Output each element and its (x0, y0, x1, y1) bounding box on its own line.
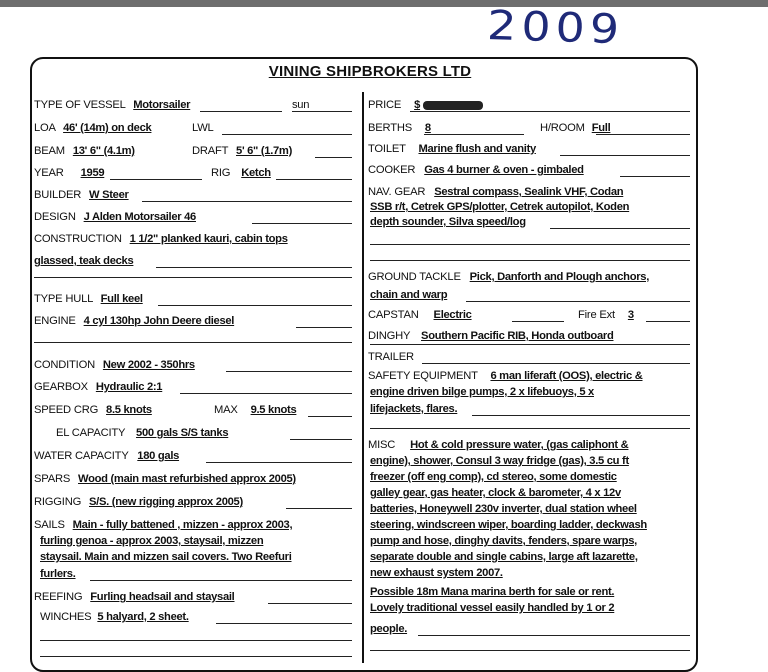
nav-gear-row-3 (370, 213, 526, 231)
rigging-value: S/S. (new rigging approx 2005) (89, 496, 243, 508)
field-underline (292, 111, 352, 112)
field-underline (620, 176, 690, 177)
field-label: TRAILER (368, 351, 414, 363)
draft-row (192, 142, 292, 160)
type-of-vessel-row (34, 96, 190, 114)
field-underline (206, 462, 352, 463)
field-label: BEAM (34, 145, 65, 157)
type-hull-value: Full keel (100, 293, 143, 305)
field-label: REEFING (34, 591, 83, 603)
winches-value: 5 halyard, 2 sheet. (97, 611, 189, 623)
field-underline (646, 321, 690, 322)
field-label: NAV. GEAR (368, 186, 426, 198)
water-capacity-value: 180 gals (137, 450, 180, 462)
field-underline (276, 179, 352, 180)
field-underline (512, 321, 564, 322)
capstan-value: Electric (433, 309, 472, 321)
safety-value-line3: lifejackets, flares. (370, 403, 458, 415)
misc-line: new exhaust system 2007. (370, 567, 503, 579)
misc-line: engine), shower, Consul 3 way fridge (gas), 3.5 cu ft (370, 455, 629, 467)
year-value: 1959 (80, 167, 105, 179)
safety-equipment-row-2 (370, 383, 594, 401)
page-title: VINING SHIPBROKERS LTD (268, 63, 472, 80)
gearbox-row (34, 378, 162, 396)
condition-value: New 2002 - 350hrs (102, 359, 195, 371)
builder-value: W Steer (89, 189, 129, 201)
ground-tackle-value-line1: Pick, Danforth and Plough anchors, (469, 271, 650, 283)
field-underline (40, 640, 352, 641)
misc-line-row (370, 564, 503, 582)
field-underline (296, 327, 352, 328)
field-underline (158, 305, 352, 306)
field-label: RIG (211, 167, 231, 179)
field-underline (596, 134, 690, 135)
year-row (34, 164, 104, 182)
field-underline (422, 363, 690, 364)
misc-line: Possible 18m Mana marina berth for sale or rent. (370, 586, 615, 598)
field-underline (290, 439, 352, 440)
field-label: TYPE OF VESSEL (34, 99, 126, 111)
field-label: SAILS (34, 519, 65, 531)
lwl-row (192, 119, 214, 137)
field-label: SAFETY EQUIPMENT (368, 370, 478, 382)
field-label: YEAR (34, 167, 64, 179)
loa-row (34, 119, 151, 137)
nav-gear-value-line1: Sestral compass, Sealink VHF, Codan (434, 186, 624, 198)
field-label: GROUND TACKLE (368, 271, 461, 283)
field-underline (34, 342, 352, 343)
field-underline (90, 580, 352, 581)
sails-value-line4: furlers. (40, 568, 76, 580)
capstan-row (368, 306, 472, 324)
field-label: SPEED CRG (34, 404, 99, 416)
water-capacity-row (34, 447, 179, 465)
fuel-capacity-row (56, 424, 228, 442)
reefing-value: Furling headsail and staysail (90, 591, 235, 603)
field-label: MAX (214, 404, 238, 416)
safety-value-line1: 6 man liferaft (OOS), electric & (490, 370, 643, 382)
trailer-row (368, 348, 414, 366)
type-hull-row (34, 290, 143, 308)
nav-gear-value-line2: SSB r/t, Cetrek GPS/plotter, Cetrek autopilot, Koden (370, 201, 630, 213)
misc-line: Hot & cold pressure water, (gas caliphont & (410, 439, 629, 451)
field-underline (410, 111, 690, 112)
field-label: EL CAPACITY (56, 427, 126, 439)
speed-crg-row (34, 401, 152, 419)
handwritten-year: 2009 (486, 1, 626, 53)
safety-value-line2: engine driven bilge pumps, 2 x lifebuoys, 5 x (370, 386, 594, 398)
rig-row (211, 164, 271, 182)
speed-crg-value: 8.5 knots (106, 404, 152, 416)
field-underline (424, 134, 524, 135)
condition-row (34, 356, 195, 374)
cooker-row (368, 161, 584, 179)
misc-line: Lovely traditional vessel easily handled by 1 or 2 (370, 602, 615, 614)
berths-value: 8 (424, 122, 431, 134)
misc-line: pump and hose, dinghy davits, fenders, spare warps, (370, 535, 637, 547)
field-underline (472, 415, 690, 416)
field-label: LWL (192, 122, 214, 134)
max-row (214, 401, 296, 419)
field-underline (370, 244, 690, 245)
field-underline (226, 371, 352, 372)
toilet-value: Marine flush and vanity (418, 143, 536, 155)
reefing-row (34, 588, 235, 606)
beam-value: 13' 6" (4.1m) (72, 145, 135, 157)
misc-line: batteries, Honeywell 230v inverter, dual station wheel (370, 503, 637, 515)
field-underline (34, 277, 352, 278)
field-label: COOKER (368, 164, 416, 176)
safety-equipment-row-3 (370, 400, 457, 418)
field-underline (308, 416, 352, 417)
field-label: TOILET (368, 143, 406, 155)
berths-row (368, 119, 431, 137)
field-underline (110, 179, 202, 180)
builder-row (34, 186, 129, 204)
field-label: Fire Ext (578, 309, 615, 321)
ground-tackle-value-line2: chain and warp (370, 289, 448, 301)
sails-value-line1: Main - fully battened , mizzen - approx 2003, (72, 519, 293, 531)
field-label: DESIGN (34, 211, 76, 223)
field-label: PRICE (368, 99, 402, 111)
field-underline (418, 635, 690, 636)
field-label: CONSTRUCTION (34, 233, 122, 245)
misc-line: separate double and single cabins, large aft lazarette, (370, 551, 638, 563)
design-value: J Alden Motorsailer 46 (83, 211, 196, 223)
draft-value: 5' 6" (1.7m) (236, 145, 292, 157)
engine-row (34, 312, 234, 330)
headroom-value: Full (591, 122, 611, 134)
field-label: DRAFT (192, 145, 229, 157)
fuel-capacity-value: 500 gals S/S tanks (136, 427, 229, 439)
misc-line: galley gear, gas heater, clock & barometer, 4 x 12v (370, 487, 621, 499)
max-value: 9.5 knots (250, 404, 297, 416)
field-label: CAPSTAN (368, 309, 419, 321)
field-label: RIGGING (34, 496, 82, 508)
column-divider (362, 92, 364, 663)
field-underline (40, 656, 352, 657)
engine-value: 4 cyl 130hp John Deere diesel (83, 315, 235, 327)
field-underline (252, 223, 352, 224)
field-underline (200, 111, 282, 112)
misc-line-row (370, 620, 407, 638)
loa-value: 46' (14m) on deck (63, 122, 152, 134)
fire-ext-value: 3 (627, 309, 634, 321)
field-label: SPARS (34, 473, 71, 485)
field-underline (550, 228, 690, 229)
field-underline (370, 428, 690, 429)
misc-line: steering, windscreen wiper, boarding ladder, deckwash (370, 519, 647, 531)
field-label: ENGINE (34, 315, 76, 327)
type-of-vessel-value: Motorsailer (133, 99, 191, 111)
field-underline (216, 623, 352, 624)
misc-line-row (370, 599, 614, 617)
sails-row-4 (40, 565, 76, 583)
rigging-row (34, 493, 243, 511)
field-label: LOA (34, 122, 56, 134)
field-label: BERTHS (368, 122, 412, 134)
field-underline (315, 157, 352, 158)
design-row (34, 208, 196, 226)
sails-value-line2: furling genoa - approx 2003, staysail, mizzen (40, 535, 264, 547)
spars-row (34, 470, 296, 488)
field-underline (286, 508, 352, 509)
field-label: WINCHES (40, 611, 92, 623)
sails-row-3 (40, 548, 292, 566)
field-label: TYPE HULL (34, 293, 93, 305)
scan-top-edge (0, 0, 768, 7)
field-label: WATER CAPACITY (34, 450, 129, 462)
field-underline (142, 201, 352, 202)
gearbox-value: Hydraulic 2:1 (95, 381, 163, 393)
beam-row (34, 142, 135, 160)
fire-ext-row (578, 306, 634, 324)
field-underline (466, 301, 690, 302)
price-value: $ (414, 99, 421, 111)
field-underline (370, 650, 690, 651)
nav-gear-value-line3: depth sounder, Silva speed/log (370, 216, 526, 228)
field-label: DINGHY (368, 330, 411, 342)
sails-value-line3: staysail. Main and mizzen sail covers. Two Reefuri (40, 551, 292, 563)
spars-value: Wood (main mast refurbished approx 2005) (78, 473, 296, 485)
construction-row (34, 230, 288, 248)
toilet-row (368, 140, 536, 158)
construction-row-2 (34, 252, 133, 270)
field-underline (560, 155, 690, 156)
field-label: MISC (368, 439, 396, 451)
cooker-value: Gas 4 burner & oven - gimbaled (424, 164, 584, 176)
field-underline (180, 393, 352, 394)
ground-tackle-row-2 (370, 286, 447, 304)
winches-row (40, 608, 189, 626)
field-label: CONDITION (34, 359, 95, 371)
field-label: H/ROOM (540, 122, 585, 134)
construction-value-line1: 1 1/2" planked kauri, cabin tops (129, 233, 288, 245)
field-label: GEARBOX (34, 381, 88, 393)
field-underline (370, 344, 690, 345)
field-underline (222, 134, 352, 135)
rig-value: Ketch (241, 167, 271, 179)
redacted-price-mark (423, 101, 483, 110)
ground-tackle-row (368, 268, 649, 286)
misc-line: freezer (off eng comp), cd stereo, some domestic (370, 471, 617, 483)
field-label: BUILDER (34, 189, 82, 201)
dinghy-value: Southern Pacific RIB, Honda outboard (421, 330, 614, 342)
misc-line: people. (370, 623, 408, 635)
field-underline (370, 260, 690, 261)
field-underline (268, 603, 352, 604)
construction-value-line2: glassed, teak decks (34, 255, 134, 267)
dinghy-row (368, 327, 613, 345)
type-of-vessel-extra-value: sun (292, 99, 310, 111)
field-underline (156, 267, 352, 268)
